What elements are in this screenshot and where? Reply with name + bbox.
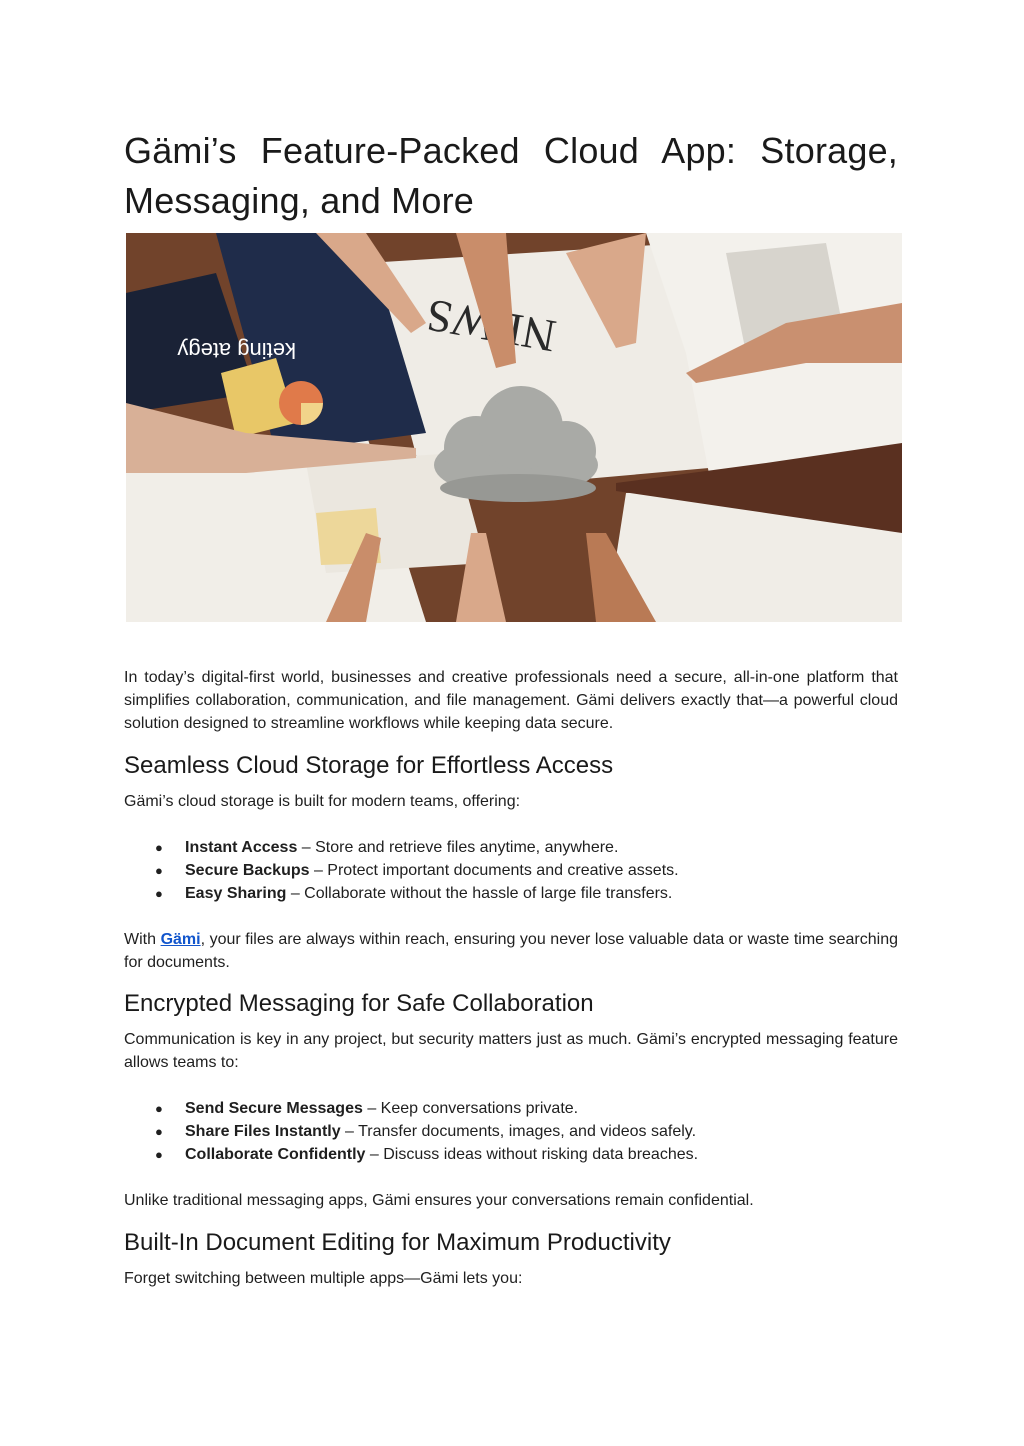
hero-image <box>126 233 902 622</box>
messaging-feature-list <box>124 1097 898 1166</box>
list-item <box>124 1097 898 1120</box>
list-item <box>124 1120 898 1143</box>
storage-feature-list <box>124 836 898 905</box>
feature-desc: – Transfer documents, images, and videos safely. <box>340 1123 697 1140</box>
bullet-icon: ● <box>155 1147 163 1162</box>
feature-desc: – Keep conversations private. <box>362 1100 579 1117</box>
bullet-icon: ● <box>155 1101 163 1116</box>
list-item <box>124 1143 898 1166</box>
section-lead-messaging: Communication is key in any project, but security matters just as much. Gämi’s encrypted messaging feature allows teams to: <box>124 1031 898 1071</box>
list-item <box>124 859 898 882</box>
feature-term: Send Secure Messages <box>185 1100 363 1117</box>
intro-paragraph: In today’s digital-first world, businesses and creative professionals need a secure, all-in-one platform that simplifies collaboration, communication, and file management. Gämi delivers exactly that—a powerful cloud solution designed to streamline workflows while keeping data secure. <box>124 669 898 732</box>
section-closing-storage <box>124 928 898 974</box>
feature-term: Instant Access <box>185 839 298 856</box>
feature-term: Secure Backups <box>185 862 310 879</box>
feature-desc: – Collaborate without the hassle of large file transfers. <box>286 885 673 902</box>
bullet-icon: ● <box>155 1124 163 1139</box>
closing-suffix: , your files are always within reach, ensuring you never lose valuable data or waste time searching for documents. <box>124 931 899 971</box>
list-item <box>124 836 898 859</box>
section-lead-storage: Gämi’s cloud storage is built for modern teams, offering: <box>124 793 521 810</box>
poster-text: keting ategy <box>177 338 296 363</box>
section-lead-editing: Forget switching between multiple apps—Gämi lets you: <box>124 1270 523 1287</box>
feature-term: Share Files Instantly <box>185 1123 341 1140</box>
page-title: Gämi’s Feature-Packed Cloud App: Storage, Messaging, and More <box>124 130 898 221</box>
closing-prefix: With <box>124 931 161 948</box>
bullet-icon: ● <box>155 886 163 901</box>
list-item <box>124 882 898 905</box>
feature-desc: – Discuss ideas without risking data breaches. <box>365 1146 699 1163</box>
feature-term: Easy Sharing <box>185 885 287 902</box>
bullet-icon: ● <box>155 863 163 878</box>
gami-link[interactable]: Gämi <box>160 931 201 948</box>
bullet-icon: ● <box>155 840 163 855</box>
feature-desc: – Protect important documents and creative assets. <box>309 862 679 879</box>
section-heading-storage: Seamless Cloud Storage for Effortless Access <box>124 752 614 779</box>
feature-desc: – Store and retrieve files anytime, anywhere. <box>297 839 619 856</box>
feature-term: Collaborate Confidently <box>185 1146 366 1163</box>
section-heading-editing: Built-In Document Editing for Maximum Productivity <box>124 1229 671 1256</box>
section-heading-messaging: Encrypted Messaging for Safe Collaboration <box>124 990 594 1017</box>
section-closing-messaging: Unlike traditional messaging apps, Gämi ensures your conversations remain confidential. <box>124 1192 754 1209</box>
